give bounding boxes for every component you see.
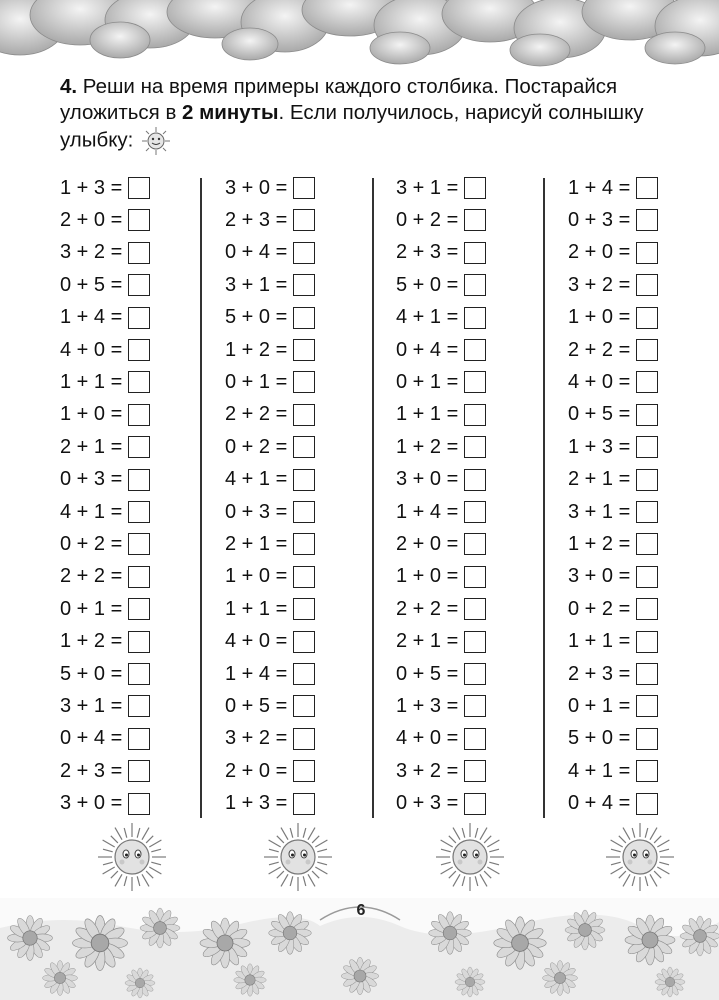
problem-expression: 3 + 2 = [60,241,123,264]
problem-expression: 4 + 1 = [396,306,459,329]
problem-row [568,334,658,366]
problem-expression: 3 + 1 = [568,500,631,523]
problem-row [396,723,486,755]
answer-box[interactable] [128,695,150,717]
problem-expression: 0 + 2 = [396,208,459,231]
problem-row [225,334,315,366]
problem-expression: 0 + 4 = [60,727,123,750]
answer-box[interactable] [293,728,315,750]
answer-box[interactable] [128,274,150,296]
problem-expression: 2 + 2 = [225,403,288,426]
answer-box[interactable] [128,728,150,750]
answer-box[interactable] [464,695,486,717]
problem-expression: 0 + 1 = [60,597,123,620]
answer-box[interactable] [636,404,658,426]
answer-box[interactable] [293,307,315,329]
problem-expression: 1 + 1 = [225,597,288,620]
answer-box[interactable] [636,242,658,264]
problem-expression: 4 + 0 = [396,727,459,750]
problem-expression: 3 + 2 = [396,759,459,782]
problem-row [396,658,486,690]
problem-row [396,755,486,787]
answer-box[interactable] [293,533,315,555]
problem-expression: 1 + 0 = [60,403,123,426]
answer-box[interactable] [293,436,315,458]
problem-row [568,658,658,690]
answer-box[interactable] [464,598,486,620]
problem-row [60,302,150,334]
problem-row [396,464,486,496]
answer-box[interactable] [464,242,486,264]
answer-box[interactable] [128,209,150,231]
problem-expression: 0 + 5 = [568,403,631,426]
problem-expression: 2 + 2 = [60,565,123,588]
answer-box[interactable] [636,760,658,782]
problem-expression: 3 + 0 = [396,468,459,491]
answer-box[interactable] [636,533,658,555]
problem-expression: 0 + 3 = [568,208,631,231]
problem-row [568,593,658,625]
problem-expression: 1 + 3 = [225,792,288,815]
problem-expression: 0 + 3 = [60,468,123,491]
problem-expression: 1 + 4 = [225,662,288,685]
problem-expression: 4 + 1 = [225,468,288,491]
problem-row [225,561,315,593]
problem-row [225,399,315,431]
problem-expression: 4 + 0 = [568,370,631,393]
problem-row [225,723,315,755]
problem-row [568,399,658,431]
problem-row [396,204,486,236]
problem-expression: 2 + 3 = [60,759,123,782]
problem-row [60,788,150,820]
problem-row [396,172,486,204]
task-number: 4. [60,75,78,98]
answer-box[interactable] [636,339,658,361]
problem-row [60,366,150,398]
problem-row [568,204,658,236]
answer-box[interactable] [636,663,658,685]
problem-expression: 3 + 2 = [225,727,288,750]
problem-expression: 1 + 3 = [568,435,631,458]
problem-expression: 1 + 2 = [225,338,288,361]
answer-box[interactable] [464,339,486,361]
problem-row [568,690,658,722]
answer-box[interactable] [128,566,150,588]
problem-expression: 1 + 1 = [396,403,459,426]
problem-expression: 4 + 1 = [60,500,123,523]
problem-expression: 1 + 0 = [225,565,288,588]
answer-box[interactable] [464,793,486,815]
answer-box[interactable] [128,404,150,426]
problem-row [396,366,486,398]
answer-box[interactable] [128,533,150,555]
problem-expression: 0 + 3 = [396,792,459,815]
problem-row [225,172,315,204]
problem-row [396,334,486,366]
answer-box[interactable] [293,501,315,523]
problem-row [225,302,315,334]
answer-box[interactable] [293,242,315,264]
answer-box[interactable] [128,469,150,491]
answer-box[interactable] [464,533,486,555]
answer-box[interactable] [636,598,658,620]
problem-row [568,626,658,658]
problem-row [60,172,150,204]
problem-row [568,528,658,560]
problem-expression: 0 + 5 = [60,273,123,296]
answer-box[interactable] [636,274,658,296]
problem-row [60,334,150,366]
problem-expression: 5 + 0 = [225,306,288,329]
problem-expression: 0 + 2 = [60,532,123,555]
problem-expression: 0 + 4 = [396,338,459,361]
smiling-sun-icon [139,126,173,156]
answer-box[interactable] [293,695,315,717]
problem-row [396,237,486,269]
answer-box[interactable] [293,274,315,296]
answer-box[interactable] [636,209,658,231]
answer-box[interactable] [636,793,658,815]
problem-row [396,626,486,658]
answer-box[interactable] [636,307,658,329]
problem-expression: 3 + 1 = [225,273,288,296]
problem-row [60,593,150,625]
task-text-start: Реши на время примеры каждого столбика. Постарайся уложиться в [60,75,618,124]
answer-box[interactable] [128,760,150,782]
problem-expression: 0 + 3 = [225,500,288,523]
problem-row [225,204,315,236]
problem-expression: 1 + 3 = [60,176,123,199]
answer-box[interactable] [464,307,486,329]
problem-row [225,593,315,625]
problem-expression: 1 + 4 = [568,176,631,199]
problem-row [60,399,150,431]
task-text-end: . Если получилось, нарисуй солнышку улыбку: [60,101,644,152]
answer-box[interactable] [293,371,315,393]
problem-row [568,464,658,496]
problem-row [60,561,150,593]
problem-expression: 2 + 0 = [225,759,288,782]
problem-row [60,626,150,658]
answer-box[interactable] [128,371,150,393]
answer-box[interactable] [464,469,486,491]
answer-box[interactable] [636,631,658,653]
answer-box[interactable] [128,663,150,685]
answer-box[interactable] [128,339,150,361]
problem-row [60,723,150,755]
answer-box[interactable] [464,436,486,458]
problem-row [60,204,150,236]
answer-box[interactable] [128,242,150,264]
problem-expression: 0 + 4 = [568,792,631,815]
problem-row [396,496,486,528]
problem-expression: 4 + 0 = [60,338,123,361]
sun-face-icon [263,822,333,892]
problem-expression: 3 + 1 = [60,694,123,717]
problem-expression: 1 + 2 = [568,532,631,555]
problem-expression: 2 + 1 = [225,532,288,555]
answer-box[interactable] [464,663,486,685]
problem-expression: 2 + 2 = [396,597,459,620]
sun-face-icon [97,822,167,892]
problem-expression: 0 + 1 = [225,370,288,393]
answer-box[interactable] [636,469,658,491]
answer-box[interactable] [636,177,658,199]
sun-face-icon [605,822,675,892]
answer-box[interactable] [128,307,150,329]
problem-expression: 0 + 2 = [568,597,631,620]
answer-box[interactable] [293,760,315,782]
answer-box[interactable] [293,566,315,588]
answer-box[interactable] [464,728,486,750]
problem-row [396,561,486,593]
problem-row [568,561,658,593]
problem-row [60,431,150,463]
problem-columns [0,172,719,822]
problem-row [225,658,315,690]
problem-row [568,172,658,204]
problem-row [60,464,150,496]
problem-expression: 2 + 2 = [568,338,631,361]
problem-row [396,302,486,334]
problem-row [225,464,315,496]
problem-row [60,528,150,560]
answer-box[interactable] [128,631,150,653]
problem-expression: 1 + 4 = [60,306,123,329]
problem-row [568,431,658,463]
page-number: 6 [356,902,366,919]
answer-box[interactable] [636,728,658,750]
answer-box[interactable] [464,760,486,782]
answer-box[interactable] [464,404,486,426]
answer-box[interactable] [293,598,315,620]
problem-row [225,269,315,301]
answer-box[interactable] [636,695,658,717]
answer-box[interactable] [293,469,315,491]
problem-row [568,269,658,301]
problem-expression: 2 + 0 = [396,532,459,555]
answer-box[interactable] [128,501,150,523]
problem-expression: 1 + 3 = [396,694,459,717]
answer-box[interactable] [464,209,486,231]
problem-row [396,269,486,301]
sun-face-icon [435,822,505,892]
answer-box[interactable] [464,274,486,296]
problem-expression: 1 + 2 = [396,435,459,458]
problem-expression: 2 + 1 = [396,630,459,653]
problem-expression: 2 + 1 = [60,435,123,458]
answer-box[interactable] [293,631,315,653]
problem-expression: 1 + 2 = [60,630,123,653]
problem-row [568,723,658,755]
answer-box[interactable] [636,371,658,393]
problem-expression: 1 + 0 = [396,565,459,588]
problem-expression: 3 + 1 = [396,176,459,199]
problem-row [396,399,486,431]
problem-row [225,431,315,463]
problem-row [60,755,150,787]
answer-box[interactable] [128,177,150,199]
problem-row [225,496,315,528]
problem-row [568,237,658,269]
answer-box[interactable] [293,793,315,815]
answer-box[interactable] [636,566,658,588]
problem-expression: 1 + 0 = [568,306,631,329]
problem-expression: 2 + 3 = [225,208,288,231]
problem-expression: 2 + 0 = [568,241,631,264]
problem-row [396,690,486,722]
problem-row [568,366,658,398]
task-instructions [60,74,680,156]
answer-box[interactable] [464,371,486,393]
problem-expression: 2 + 0 = [60,208,123,231]
answer-box[interactable] [293,177,315,199]
problem-row [568,496,658,528]
problem-row [225,755,315,787]
answer-box[interactable] [128,793,150,815]
answer-box[interactable] [636,501,658,523]
problem-row [396,788,486,820]
problem-expression: 2 + 1 = [568,468,631,491]
task-time-limit: 2 минуты [182,101,279,124]
clouds-decoration [0,0,719,70]
problem-row [568,302,658,334]
problem-row [60,496,150,528]
problem-expression: 3 + 2 = [568,273,631,296]
problem-expression: 1 + 4 = [396,500,459,523]
answer-box[interactable] [464,566,486,588]
answer-box[interactable] [293,663,315,685]
answer-box[interactable] [128,436,150,458]
problem-row [396,431,486,463]
problem-expression: 0 + 1 = [568,694,631,717]
problem-row [225,366,315,398]
problem-expression: 0 + 4 = [225,241,288,264]
problem-row [225,626,315,658]
problem-expression: 3 + 0 = [60,792,123,815]
problem-expression: 2 + 3 = [568,662,631,685]
answer-box[interactable] [128,598,150,620]
problem-row [568,788,658,820]
answer-box[interactable] [464,501,486,523]
problem-row [225,690,315,722]
problem-expression: 5 + 0 = [396,273,459,296]
answer-box[interactable] [464,177,486,199]
problem-row [568,755,658,787]
answer-box[interactable] [293,404,315,426]
problem-expression: 4 + 0 = [225,630,288,653]
answer-box[interactable] [293,339,315,361]
problem-row [225,528,315,560]
problem-expression: 4 + 1 = [568,759,631,782]
problem-expression: 1 + 1 = [568,630,631,653]
problem-expression: 0 + 1 = [396,370,459,393]
problem-row [60,658,150,690]
problem-expression: 3 + 0 = [568,565,631,588]
problem-expression: 5 + 0 = [568,727,631,750]
problem-expression: 1 + 1 = [60,370,123,393]
problem-expression: 0 + 5 = [225,694,288,717]
problem-row [396,593,486,625]
problem-row [396,528,486,560]
problem-row [60,690,150,722]
answer-box[interactable] [293,209,315,231]
problem-expression: 3 + 0 = [225,176,288,199]
problem-row [225,788,315,820]
problem-expression: 2 + 3 = [396,241,459,264]
problem-row [60,237,150,269]
answer-box[interactable] [636,436,658,458]
problem-expression: 0 + 5 = [396,662,459,685]
answer-box[interactable] [464,631,486,653]
problem-row [225,237,315,269]
problem-row [60,269,150,301]
problem-expression: 0 + 2 = [225,435,288,458]
problem-expression: 5 + 0 = [60,662,123,685]
